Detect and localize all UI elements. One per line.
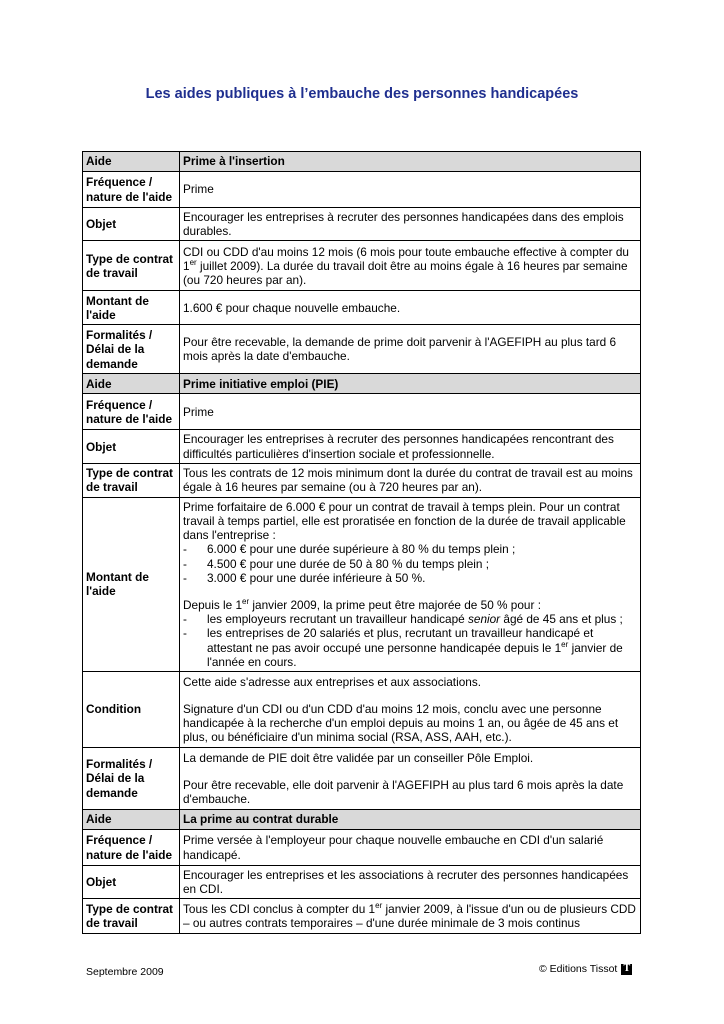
row-value: Encourager les entreprises à recruter des personnes handicapées rencontrant des difficultés particulières d'insertion sociale et professionnelle.: [180, 430, 641, 463]
table-row: [83, 672, 641, 748]
table-row: [83, 291, 641, 325]
table-row: [83, 208, 641, 241]
row-label: Fréquence / nature de l'aide: [83, 830, 180, 866]
page-title: Les aides publiques à l’embauche des personnes handicapées: [145, 86, 579, 102]
tissot-logo-icon: T: [621, 964, 632, 975]
table-row: [83, 430, 641, 463]
row-label: Fréquence / nature de l'aide: [83, 394, 180, 430]
footer-copyright: © Editions Tissot T: [539, 963, 632, 975]
table-row: [83, 899, 641, 934]
list-item: - 4.500 € pour une durée de 50 à 80 % du temps plein ;: [183, 556, 490, 571]
row-label: Objet: [83, 208, 180, 241]
row-label: Type de contrat de travail: [83, 241, 180, 291]
row-value: Prime forfaitaire de 6.000 € pour un contrat de travail à temps plein. Pour un contrat travail à temps partiel, elle est proratisée en fonction de la durée de travail applicable dans l'entreprise : - 6.000 € pour une durée supérieure à 80 % du temps plein ; - 4.500 € pour une durée de 50 à 80 % du temps plein ; - 3.000 € pour une durée inférieure à 50 %. Depuis le 1er janvier 2009, la prime peut être majorée de 50 % pour : - les employeurs recrutant un travailleur handicapé senior âgé de 45 ans et plus ; - les entreprises de 20 salariés et plus, recrutant un travailleur handicapé et attestant ne pas avoir occupé une personne handicapée depuis le 1er janvier de l'année en cours.: [180, 497, 641, 671]
row-value: Tous les CDI conclus à compter du 1er janvier 2009, à l'issue d'un ou de plusieurs CDD – ou autres contrats temporaires – d'une durée minimale de 3 mois continus: [180, 899, 641, 934]
table-row: [83, 325, 641, 374]
table-row: [83, 172, 641, 208]
table-row: [83, 748, 641, 810]
row-label: Fréquence / nature de l'aide: [83, 172, 180, 208]
row-value: Prime versée à l'employeur pour chaque nouvelle embauche en CDI d'un salarié handicapé.: [180, 830, 641, 866]
table-row: [83, 497, 641, 671]
section-header: [83, 374, 641, 394]
list-item: - 6.000 € pour une durée supérieure à 80 % du temps plein ;: [183, 542, 516, 557]
row-label: Montant de l'aide: [83, 497, 180, 671]
row-value: La demande de PIE doit être validée par un conseiller Pôle Emploi. Pour être recevable, elle doit parvenir à l'AGEFIPH au plus tard 6 mois après la date d'embauche.: [180, 748, 641, 810]
row-label: Formalités / Délai de la demande: [83, 325, 180, 374]
row-value: Cette aide s'adresse aux entreprises et aux associations. Signature d'un CDI ou d'un CDD d'au moins 12 mois, conclu avec une personne handicapée à la recherche d'un emploi depuis au moins 1 an, ou âgée de 45 ans et plus, ou bénéficiaire d'un minima social (RSA, ASS, AAH, etc.).: [180, 672, 641, 748]
aide-name: La prime au contrat durable: [180, 810, 641, 830]
table-row: [83, 241, 641, 291]
row-value: Prime: [180, 394, 641, 430]
row-value: Tous les contrats de 12 mois minimum dont la durée du contrat de travail est au moins égale à 16 heures par semaine (ou à 720 heures par an).: [180, 463, 641, 497]
aide-label: Aide: [83, 152, 180, 172]
table-row: [83, 866, 641, 899]
aide-name: Prime initiative emploi (PIE): [180, 374, 641, 394]
aide-label: Aide: [83, 374, 180, 394]
list-item: - les employeurs recrutant un travailleur handicapé senior âgé de 45 ans et plus ;: [183, 612, 623, 627]
row-label: Type de contrat de travail: [83, 899, 180, 934]
row-label: Objet: [83, 430, 180, 463]
row-label: Type de contrat de travail: [83, 463, 180, 497]
row-value: Encourager les entreprises et les associations à recruter des personnes handicapées en CDI.: [180, 866, 641, 899]
table-row: [83, 394, 641, 430]
list-item: - 3.000 € pour une durée inférieure à 50 %.: [183, 570, 426, 585]
row-value: Prime: [180, 172, 641, 208]
row-label: Montant de l'aide: [83, 291, 180, 325]
row-value: CDI ou CDD d'au moins 12 mois (6 mois pour toute embauche effective à compter du 1er juillet 2009). La durée du travail doit être au moins égale à 16 heures par semaine (ou 720 heures par an).: [180, 241, 641, 291]
aide-name: Prime à l'insertion: [180, 152, 641, 172]
row-label: Objet: [83, 866, 180, 899]
row-label: Formalités / Délai de la demande: [83, 748, 180, 810]
row-label: Condition: [83, 672, 180, 748]
list-item: - les entreprises de 20 salariés et plus, recrutant un travailleur handicapé et attestant ne pas avoir occupé une personne handicapée depuis le 1er janvier de l'année en cours.: [183, 626, 623, 669]
row-value: Encourager les entreprises à recruter des personnes handicapées dans des emplois durables.: [180, 208, 641, 241]
section-header: [83, 152, 641, 172]
row-value: Pour être recevable, la demande de prime doit parvenir à l'AGEFIPH au plus tard 6 mois après la date d'embauche.: [180, 325, 641, 374]
aide-label: Aide: [83, 810, 180, 830]
aid-table: [82, 151, 641, 934]
table-row: [83, 463, 641, 497]
row-value: 1.600 € pour chaque nouvelle embauche.: [180, 291, 641, 325]
section-header: [83, 810, 641, 830]
footer-date: Septembre 2009: [86, 966, 164, 978]
table-row: [83, 830, 641, 866]
